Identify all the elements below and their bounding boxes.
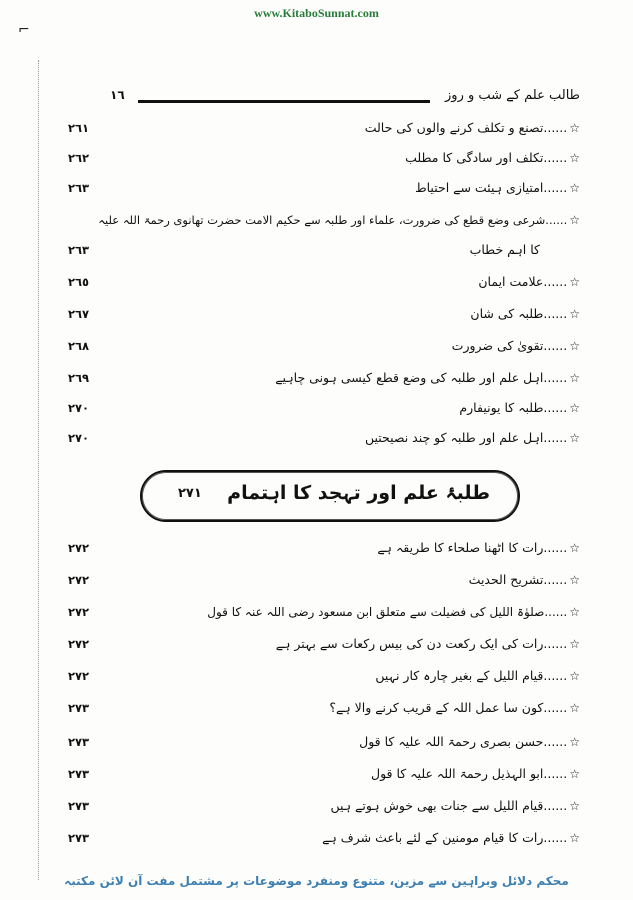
entry-title: رات کا قیام مومنین کے لئے باعث شرف ہے <box>322 830 544 845</box>
entry-title: کون سا عمل اللہ کے قریب کرنے والا ہے؟ <box>329 700 544 715</box>
watermark-bottom: محکم دلائل وبراہین سے مزین، متنوع ومنفرد موضوعات پر مشتمل مفت آن لائن مکتبہ <box>64 874 569 888</box>
entry-title: اہل علم اور طلبہ کو چند نصیحتیں <box>364 430 544 445</box>
entry-title: صلوٰۃ اللیل کی فضیلت سے متعلق ابن مسعود رضی اللہ عنہ کا قول <box>207 605 545 619</box>
leader-dots: ...... <box>543 370 568 385</box>
star-icon: ☆ <box>569 121 580 135</box>
section-page: ٢٧١ <box>178 486 202 501</box>
toc-entry <box>68 634 580 656</box>
page-number: ٢٧٢ <box>68 541 90 555</box>
toc-entry <box>68 538 580 560</box>
leader-dots: ...... <box>543 668 568 683</box>
entry-title: علامت ایمان <box>478 274 544 289</box>
entry-title: طلبہ کا یونیفارم <box>459 400 544 415</box>
page-number: ٢٦٣ <box>68 181 90 195</box>
leader-dots: ...... <box>543 798 568 813</box>
star-icon: ☆ <box>569 767 580 781</box>
toc-entry <box>68 336 580 358</box>
leader-dots: ...... <box>543 540 568 555</box>
watermark-top: www.KitaboSunnat.com <box>254 6 379 20</box>
star-icon: ☆ <box>569 151 580 165</box>
toc-entry <box>68 148 580 170</box>
entry-title: شرعی وضع قطع کی ضرورت، علماء اور طلبہ سے حکیم الامت حضرت تھانوی رحمۃ اللہ علیہ <box>98 213 546 227</box>
page-number: ٢٧٢ <box>68 669 90 683</box>
running-head <box>110 88 580 110</box>
page-number: ٢٧٠ <box>68 431 90 445</box>
entry-title: رات کا اٹھنا صلحاء کا طریقہ ہے <box>377 540 544 555</box>
toc-entry <box>68 570 580 592</box>
star-icon: ☆ <box>569 339 580 353</box>
star-icon: ☆ <box>569 831 580 845</box>
leader-dots: ...... <box>543 400 568 415</box>
leader-dots: ...... <box>543 430 568 445</box>
star-icon: ☆ <box>569 275 580 289</box>
toc-entry <box>68 764 580 786</box>
entry-title: کا اہم خطاب <box>469 242 540 257</box>
page-number: ٢٧٣ <box>68 799 90 813</box>
star-icon: ☆ <box>569 371 580 385</box>
entry-title: طلبہ کی شان <box>470 306 544 321</box>
toc-entry <box>68 796 580 818</box>
toc-entry <box>68 602 580 624</box>
page-number: ٢٦٣ <box>68 243 90 257</box>
leader-dots: ...... <box>543 338 568 353</box>
toc-entry <box>68 272 580 294</box>
running-head-rule <box>138 100 430 103</box>
star-icon: ☆ <box>569 307 580 321</box>
toc-entry <box>68 178 580 200</box>
section-heading-box <box>140 470 520 522</box>
entry-title: رات کی ایک رکعت دن کی بیس رکعات سے بہتر ہے <box>275 636 544 651</box>
star-icon: ☆ <box>569 541 580 555</box>
star-icon: ☆ <box>569 799 580 813</box>
page-number: ٢٧٣ <box>68 701 90 715</box>
star-icon: ☆ <box>569 431 580 445</box>
page-number: ٢٧٢ <box>68 637 90 651</box>
toc-entry <box>68 428 580 450</box>
star-icon: ☆ <box>569 637 580 651</box>
running-head-page: ١٦ <box>110 88 125 102</box>
entry-title: تقویٰ کی ضرورت <box>451 338 544 353</box>
toc-entry <box>68 368 580 390</box>
toc-entry <box>68 666 580 688</box>
page-number: ٢٧٣ <box>68 831 90 845</box>
star-icon: ☆ <box>569 573 580 587</box>
leader-dots: ...... <box>543 306 568 321</box>
entry-title: قیام اللیل کے بغیر چارہ کار نہیں <box>375 668 544 683</box>
leader-dots: ...... <box>543 180 568 195</box>
page-number: ٢٧٣ <box>68 735 90 749</box>
leader-dots: ...... <box>543 572 568 587</box>
section-title: طلبۂ علم اور تہجد کا اہتمام <box>227 482 490 504</box>
toc-entry <box>68 304 580 326</box>
toc-entry <box>68 828 580 850</box>
toc-entry <box>68 118 580 140</box>
page-number: ٢٦١ <box>68 121 90 135</box>
leader-dots: ...... <box>543 766 568 781</box>
star-icon: ☆ <box>569 735 580 749</box>
leader-dots: ...... <box>543 150 568 165</box>
entry-title: تکلف اور سادگی کا مطلب <box>405 150 544 165</box>
page-number: ٢٦٢ <box>68 151 90 165</box>
star-icon: ☆ <box>569 669 580 683</box>
binding-edge <box>38 60 43 880</box>
leader-dots: ...... <box>543 636 568 651</box>
star-icon: ☆ <box>569 213 580 227</box>
toc-entry <box>68 210 580 232</box>
star-icon: ☆ <box>569 701 580 715</box>
leader-dots: ...... <box>543 274 568 289</box>
leader-dots: ...... <box>543 734 568 749</box>
leader-dots: ...... <box>543 120 568 135</box>
page-number: ٢٧٢ <box>68 605 90 619</box>
star-icon: ☆ <box>569 181 580 195</box>
entry-title: اہل علم اور طلبہ کی وضع قطع کیسی ہونی چاہیے <box>275 370 544 385</box>
toc-entry-continuation <box>68 240 580 262</box>
entry-title: ابو الہذیل رحمۃ اللہ علیہ کا قول <box>371 766 544 781</box>
entry-title: تصنع و تکلف کرنے والوں کی حالت <box>364 120 544 135</box>
page-number: ٢٧٣ <box>68 767 90 781</box>
star-icon: ☆ <box>569 401 580 415</box>
page-number: ٢٦٩ <box>68 371 90 385</box>
entry-title: حسن بصری رحمۃ اللہ علیہ کا قول <box>359 734 544 749</box>
page-number: ٢٧٠ <box>68 401 90 415</box>
toc-entry <box>68 698 580 720</box>
star-icon: ☆ <box>569 605 580 619</box>
leader-dots: ...... <box>543 830 568 845</box>
page-number: ٢٧٢ <box>68 573 90 587</box>
page-number: ٢٦٨ <box>68 339 90 353</box>
corner-mark: ⌐ <box>18 22 30 38</box>
toc-entry <box>68 732 580 754</box>
leader-dots: ...... <box>544 605 568 619</box>
entry-title: تشریح الحدیث <box>468 572 544 587</box>
leader-dots: ...... <box>545 213 568 227</box>
page-number: ٢٦٥ <box>68 275 90 289</box>
page-number: ٢٦٧ <box>68 307 90 321</box>
toc-entry <box>68 398 580 420</box>
running-head-title: طالب علم کے شب و روز <box>445 88 580 103</box>
leader-dots: ...... <box>543 700 568 715</box>
entry-title: قیام اللیل سے جنات بھی خوش ہوتے ہیں <box>330 798 544 813</box>
entry-title: امتیازی ہیئت سے احتیاط <box>415 180 544 195</box>
